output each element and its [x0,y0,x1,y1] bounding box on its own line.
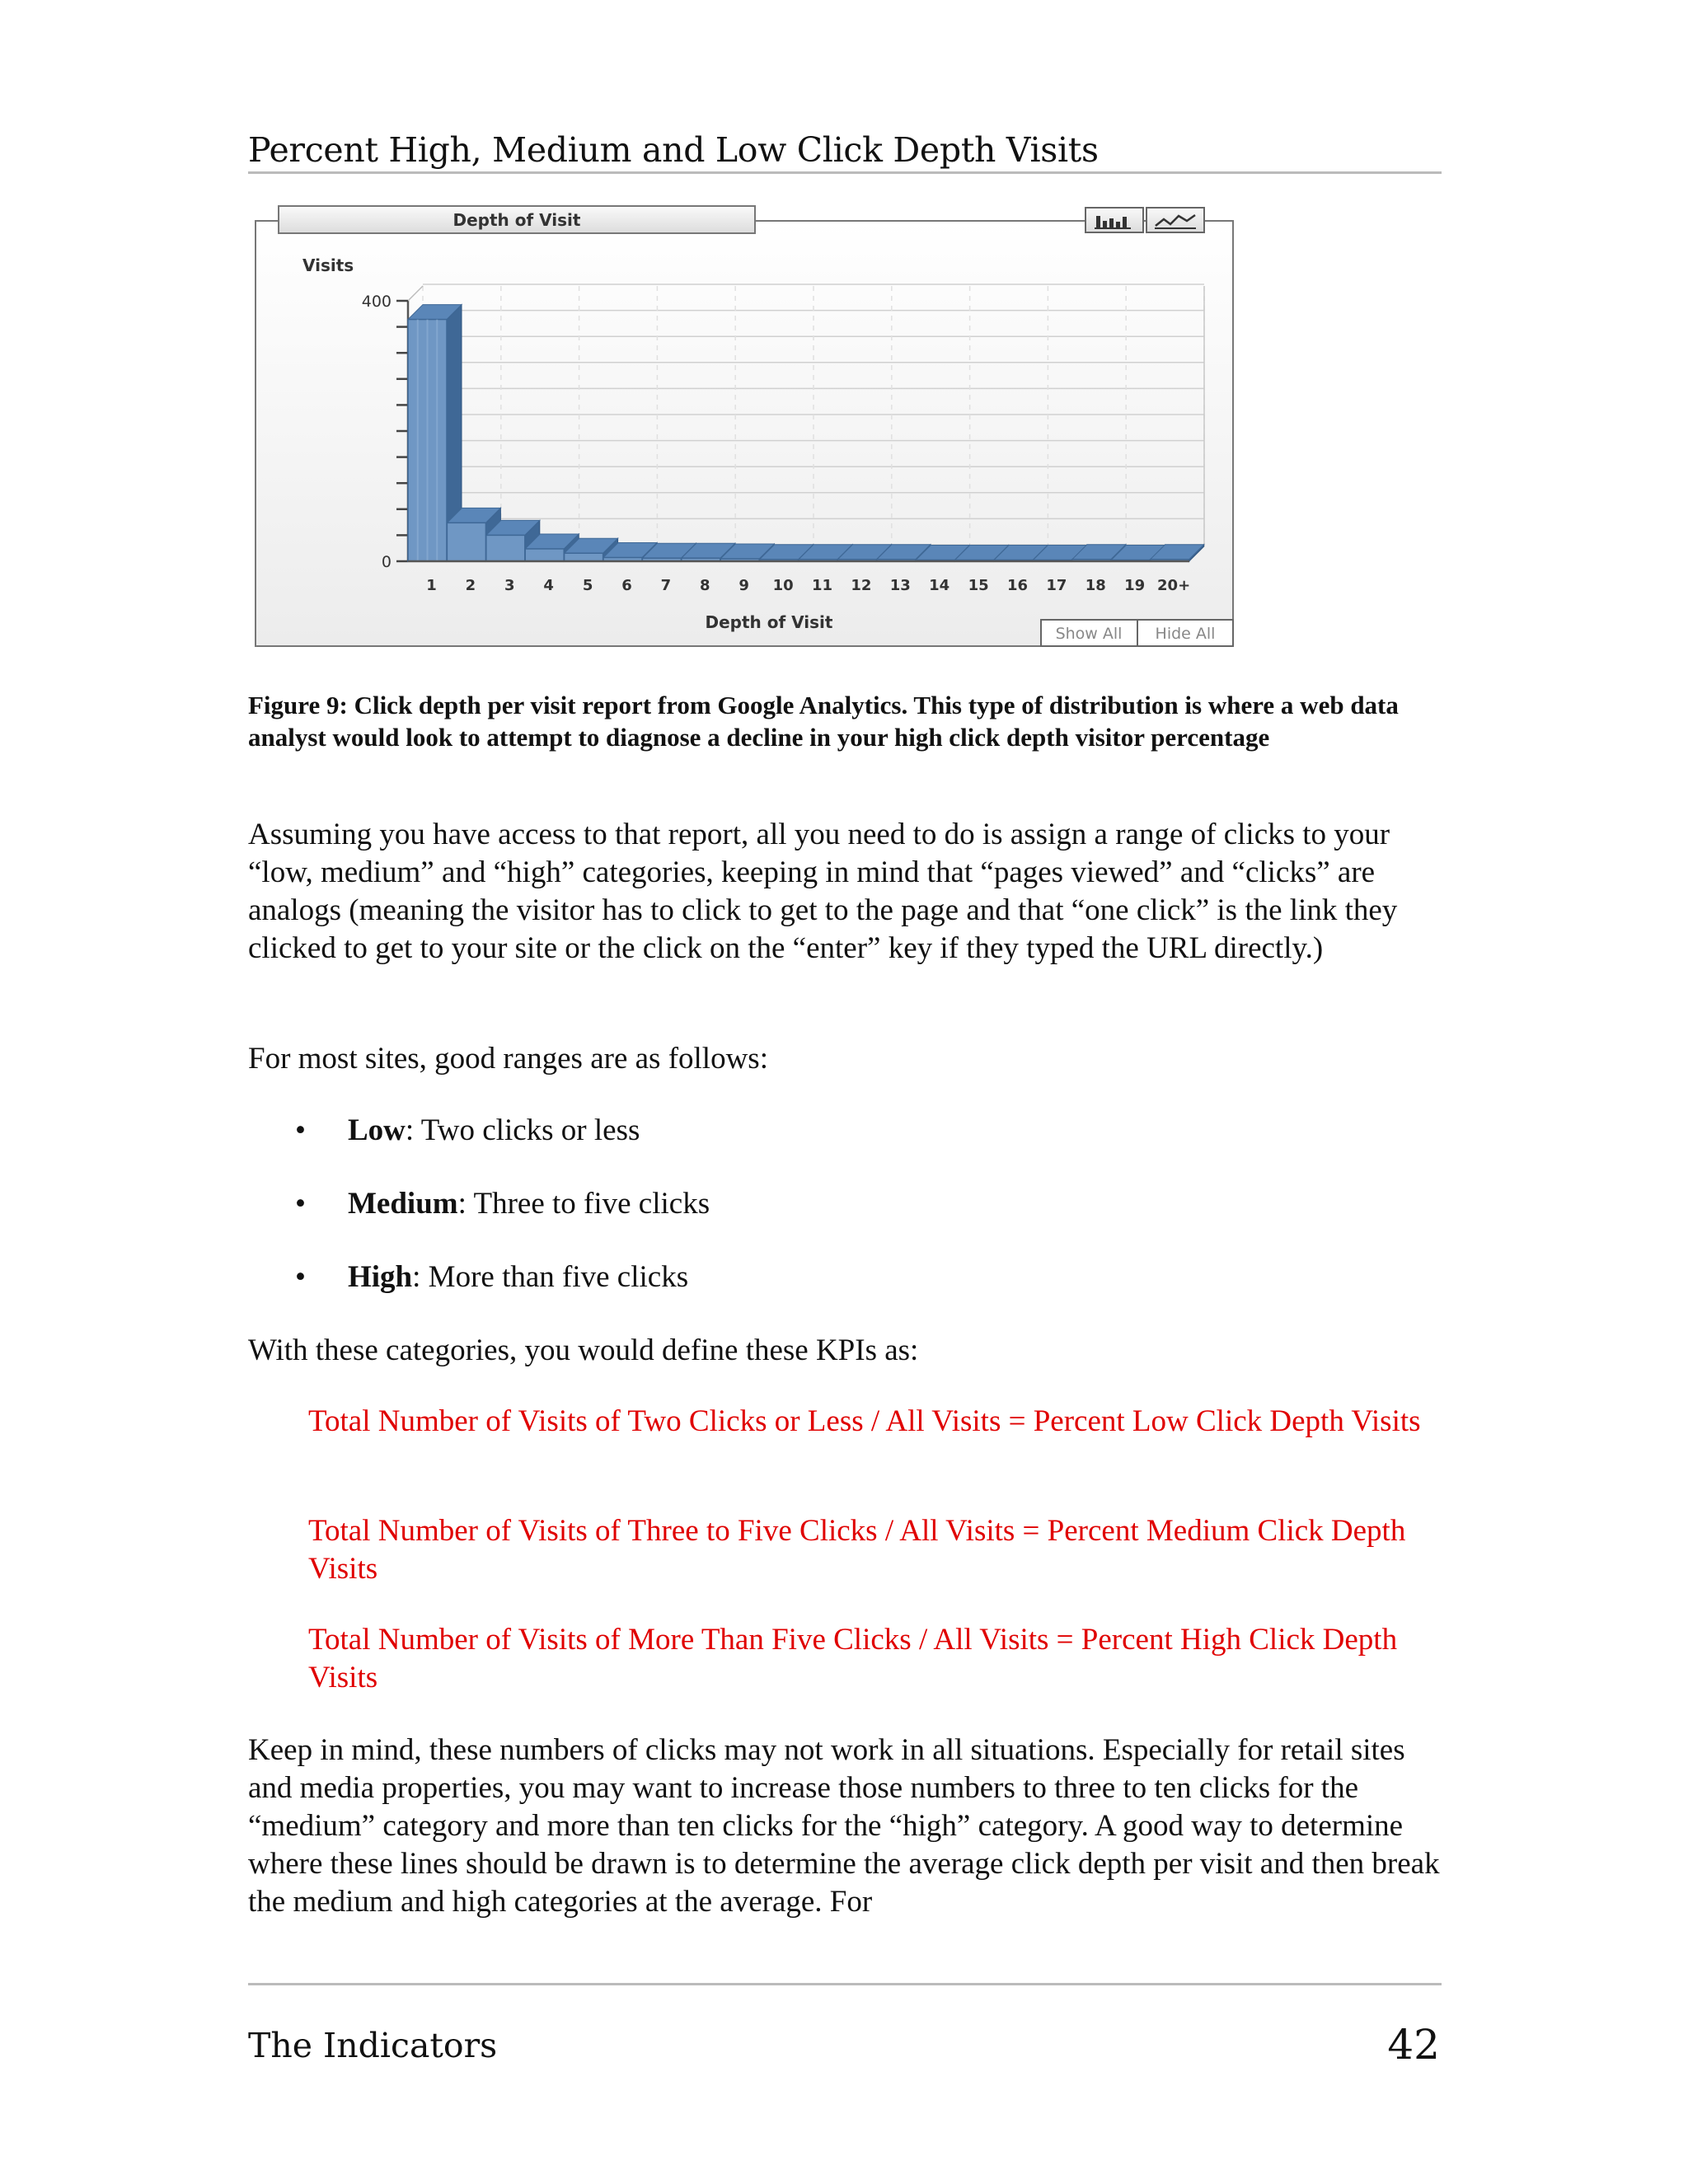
page-number: 42 [1387,2021,1440,2069]
bullet-low-term: Low [348,1113,406,1147]
footer-section-title: The Indicators [248,2026,498,2065]
hide-all-label: Hide All [1155,625,1216,643]
x-tick-label: 8 [700,577,710,594]
bullet-dot: • [295,1113,306,1147]
formula-high-click-depth: Total Number of Visits of More Than Five Clicks / All Visits = Percent High Click Depth Visits [308,1623,1398,1694]
x-tick-label: 7 [660,577,672,594]
paragraph-ranges-intro: Assuming you have access to that report, all you need to do is assign a range of clicks to your “low, medium” and “high” categories, keeping in mind that “pages viewed” and “clicks” are analogs (meaning the visitor has to click to get to the page and that “one click” is the link they clicked to get to your site or the click on the “enter” key if they typed the URL directly.) [248,818,1398,965]
page-header-title: Percent High, Medium and Low Click Depth Visits [248,130,1099,170]
bullet-low [348,1113,640,1148]
figure-caption: Figure 9: Click depth per visit report from Google Analytics. This type of distribution is where a web data analyst would look to attempt to diagnose a decline in your high click depth visitor percentage [248,691,1399,752]
chart-svg [251,201,1240,650]
bar [486,535,525,561]
bullet-high [348,1259,688,1295]
bullet-dot: • [295,1187,306,1221]
x-tick-label: 19 [1124,577,1146,594]
bullet-medium-term: Medium [348,1187,458,1221]
x-tick-label: 16 [1006,577,1029,594]
bar [447,523,485,561]
bullet-medium-text: : Three to five clicks [457,1187,710,1221]
formula-low-click-depth: Total Number of Visits of Two Clicks or Less / All Visits = Percent Low Click Depth Visits [308,1404,1421,1438]
x-tick-label: 12 [851,577,872,594]
bar [565,553,603,561]
x-tick-label: 2 [465,577,476,594]
depth-of-visit-chart [251,201,1240,650]
bullet-high-text: : More than five clicks [412,1260,689,1294]
x-axis-label: Depth of Visit [705,612,833,632]
x-tick-label: 15 [968,577,989,594]
x-tick-label: 5 [582,577,593,594]
show-all-button[interactable] [1041,620,1137,646]
x-tick-label: 20+ [1157,577,1191,594]
line-chart-view-button[interactable] [1146,208,1204,232]
bullet-dot: • [295,1260,306,1294]
bullet-high-term: High [348,1260,413,1294]
x-tick-label: 3 [504,577,515,594]
bullet-low-text: : Two clicks or less [405,1113,640,1147]
bar-chart-view-button[interactable] [1085,208,1143,232]
show-all-label: Show All [1055,625,1123,643]
paragraph-kpi-intro: With these categories, you would define these KPIs as: [248,1333,919,1367]
y-tick-label: 0 [381,553,392,571]
x-tick-label: 18 [1085,577,1106,594]
x-tick-label: 11 [811,577,833,594]
chart-title: Depth of Visit [452,210,581,230]
x-tick-label: 9 [738,577,749,594]
x-tick-label: 13 [889,577,911,594]
paragraph-good-ranges: For most sites, good ranges are as follows: [248,1042,768,1076]
footer-rule [248,1983,1442,1985]
bullet-medium [348,1186,710,1221]
hide-all-button[interactable] [1137,620,1233,646]
x-tick-label: 17 [1046,577,1067,594]
y-tick-label: 400 [361,293,392,311]
header-rule [248,171,1442,174]
paragraph-keep-in-mind: Keep in mind, these numbers of clicks may not work in all situations. Especially for retail sites and media properties, you may want to increase those numbers to three to ten clicks for the “medium” category and more than ten clicks for the “high” category. A good way to determine where these lines should be drawn is to determine the average click depth per visit and then break the medium and high categories at the average. For [248,1733,1440,1919]
x-tick-label: 14 [929,577,950,594]
x-tick-label: 10 [772,577,794,594]
x-tick-label: 4 [543,577,554,594]
x-tick-label: 1 [426,577,437,594]
bar [525,549,564,561]
y-axis-label: Visits [302,255,354,275]
x-tick-label: 6 [621,577,632,594]
formula-medium-click-depth: Total Number of Visits of Three to Five Clicks / All Visits = Percent Medium Click Depth Visits [308,1514,1406,1586]
